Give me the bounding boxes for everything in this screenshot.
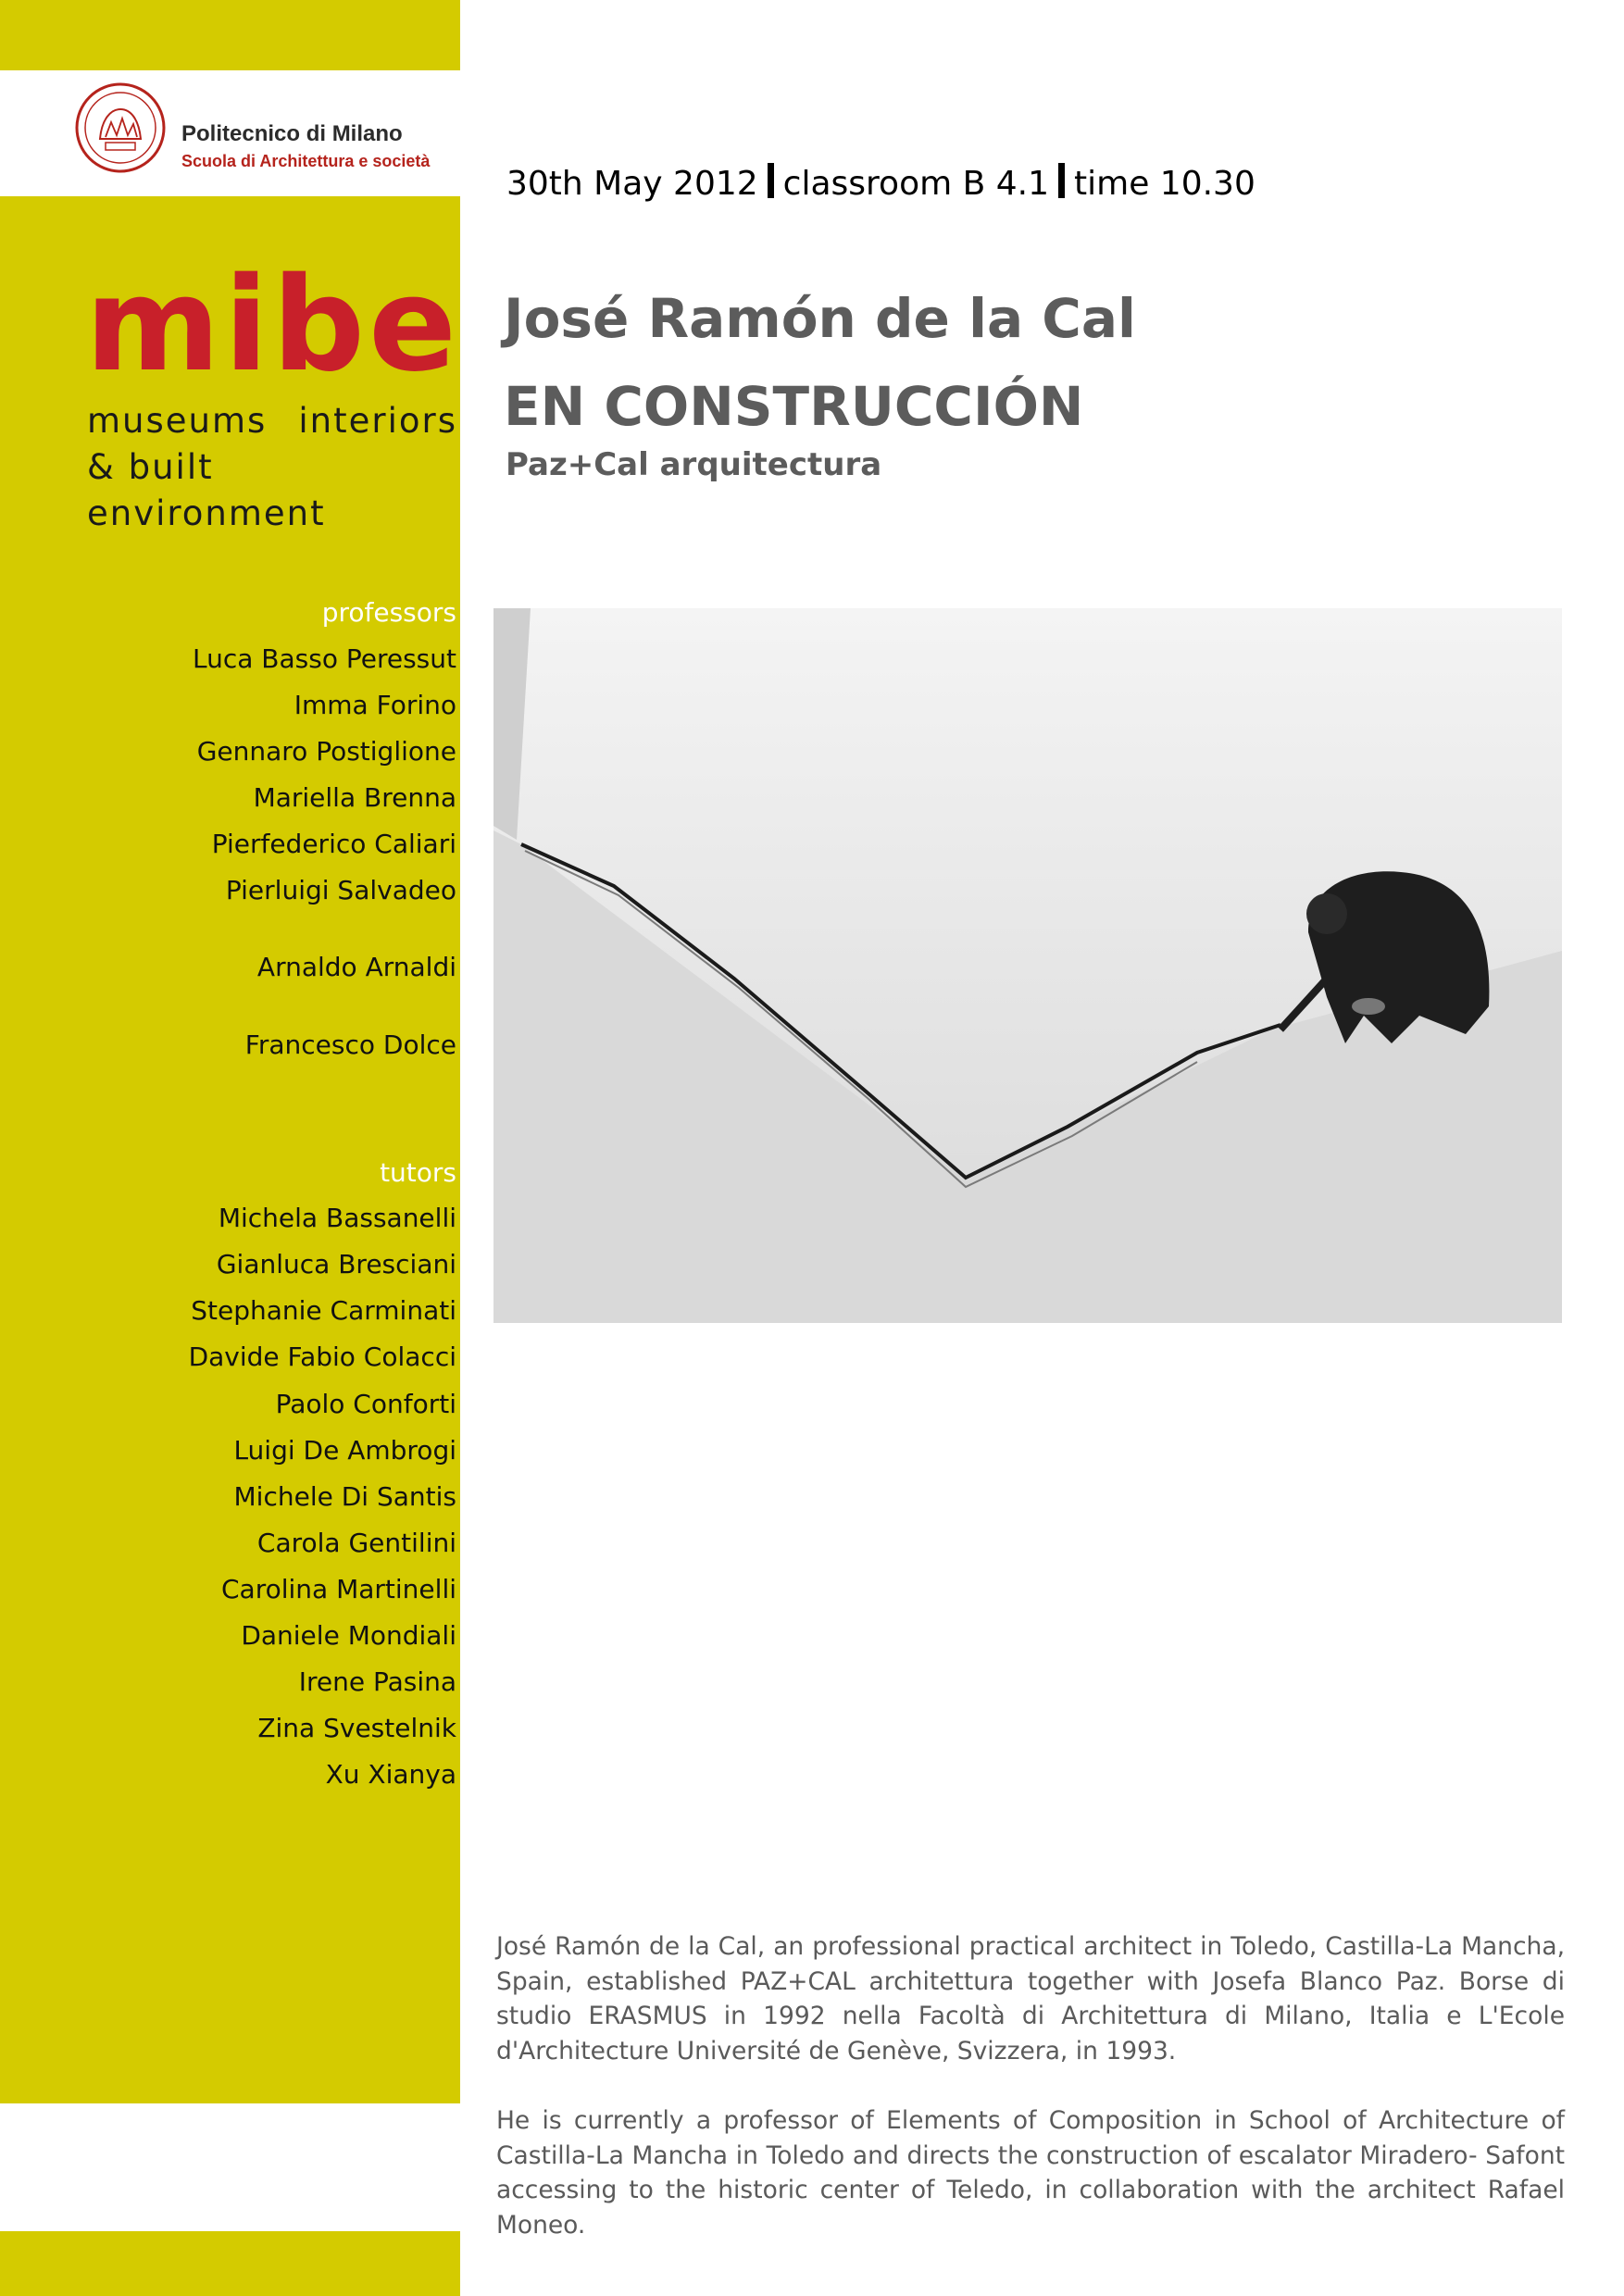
event-room: classroom B 4.1 [782, 165, 1050, 203]
professor-name: Pierfederico Caliari [211, 829, 456, 859]
tutor-name: Davide Fabio Colacci [188, 1341, 456, 1372]
logo-line-1: Politecnico di Milano [181, 121, 403, 146]
photo-illustration [493, 608, 1562, 1323]
tutor-name: Daniele Mondiali [241, 1620, 456, 1651]
lecture-photo [493, 608, 1562, 1323]
tutor-name: Stephanie Carminati [191, 1295, 456, 1326]
tutor-name: Michela Bassanelli [218, 1203, 456, 1233]
event-info [506, 163, 1255, 203]
professor-name: Mariella Brenna [253, 782, 456, 813]
separator-bar [1058, 163, 1065, 198]
separator-bar [768, 163, 774, 198]
professor-name: Gennaro Postiglione [196, 736, 456, 767]
yellow-band-top [0, 0, 460, 70]
tutor-name: Luigi De Ambrogi [233, 1435, 456, 1466]
studio-name: Paz+Cal arquitectura [506, 446, 882, 483]
professor-name: Arnaldo Arnaldi [256, 952, 456, 982]
mibe-sub-interiors: interiors [298, 401, 457, 441]
yellow-band-bottom [0, 2231, 460, 2296]
tutor-name: Michele Di Santis [233, 1481, 456, 1512]
event-time: time 10.30 [1074, 165, 1255, 203]
logo-text [181, 120, 430, 174]
tutor-name: Paolo Conforti [275, 1389, 456, 1419]
professor-name: Pierluigi Salvadeo [225, 875, 456, 905]
professor-name: Luca Basso Peressut [192, 643, 456, 674]
mibe-sub-built: & built environment [87, 447, 326, 533]
logo-line-2: Scuola di Architettura e società [181, 152, 431, 170]
tutor-name: Carola Gentilini [256, 1528, 456, 1558]
speaker-name: José Ramón de la Cal [504, 287, 1136, 350]
polimi-seal-icon [74, 81, 167, 174]
tutor-name: Carolina Martinelli [221, 1574, 456, 1604]
professor-name: Imma Forino [294, 690, 456, 720]
tutor-name: Xu Xianya [325, 1759, 456, 1790]
tutor-name: Irene Pasina [298, 1666, 456, 1697]
event-date: 30th May 2012 [506, 165, 758, 203]
lecture-title: EN CONSTRUCCIÓN [504, 375, 1084, 438]
bio-paragraph-2: He is currently a professor of Elements of Composition in School of Architecture of Castilla-La Mancha in Toledo and directs the construction of escalator Miradero- Safont accessing to the historic center of Teledo, in collaboration with the architect Rafael Moneo. [496, 2106, 1565, 2240]
tutor-name: Zina Svestelnik [257, 1713, 456, 1743]
mibe-wordmark: mibe [85, 250, 461, 401]
tutors-heading: tutors [380, 1157, 456, 1188]
bio-paragraph-1: José Ramón de la Cal, an professional practical architect in Toledo, Castilla-La Mancha, Spain, established PAZ+CAL architettura together with Josefa Blanco Paz. Borse di studio ERASMUS in 1992 nella Facoltà di Architettura di Milano, Italia e L'Ecole d'Architecture Université de Genève, Svizzera, in 1993. [496, 1932, 1565, 2065]
mibe-sub-museums: museums [87, 401, 268, 441]
professors-heading: professors [321, 597, 456, 628]
professor-name: Francesco Dolce [244, 1029, 456, 1060]
tutor-name: Gianluca Bresciani [216, 1249, 456, 1279]
mibe-subtitle [87, 398, 457, 537]
